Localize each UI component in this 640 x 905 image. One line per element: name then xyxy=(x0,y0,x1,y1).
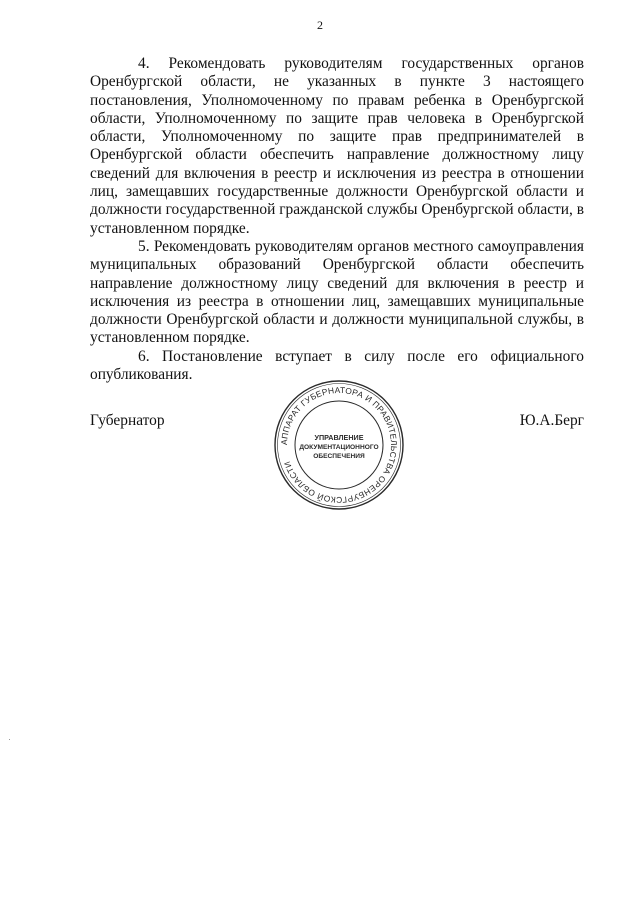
paragraph-5: 5. Рекомендовать руководителям органов местного самоуправления муниципальных образований Оренбургской области обеспечить направление должностному лицу сведений для включения в реестр и исключения из реестра в отношении лиц, замещавших муниципальные должности Оренбургской области и должности муниципальной службы, в установленном порядке. xyxy=(90,237,584,347)
scan-artifact xyxy=(9,739,10,740)
stamp-center-line-2: ДОКУМЕНТАЦИОННОГО xyxy=(299,444,379,451)
signatory-name: Ю.А.Берг xyxy=(519,412,584,429)
paragraph-6: 6. Постановление вступает в силу после его официального опубликования. xyxy=(90,347,584,384)
page-number: 2 xyxy=(317,18,323,32)
stamp-center-line-1: УПРАВЛЕНИЕ xyxy=(314,433,364,442)
stamp-ring-text: АППАРАТ ГУБЕРНАТОРА И ПРАВИТЕЛЬСТВА ОРЕНБУРГСКОЙ ОБЛАСТИ xyxy=(278,384,400,506)
official-seal-stamp xyxy=(272,378,406,512)
document-body xyxy=(90,55,584,384)
paragraph-4: 4. Рекомендовать руководителям государственных органов Оренбургской области, не указанных в пункте 3 настоящего постановления, Уполномоченному по правам ребенка в Оренбургской области, Уполномоченному по защите прав человека в Оренбургской области, Уполномоченному по защите прав предпринимателей в Оренбургской области обеспечить направление должностному лицу сведений для включения в реестр и исключения из реестра в отношении лиц, замещавших государственные должности Оренбургской области и должности государственной гражданской службы Оренбургской области, в установленном порядке. xyxy=(90,55,584,237)
stamp-center-line-3: ОБЕСПЕЧЕНИЯ xyxy=(313,453,365,460)
signatory-title: Губернатор xyxy=(90,412,165,429)
